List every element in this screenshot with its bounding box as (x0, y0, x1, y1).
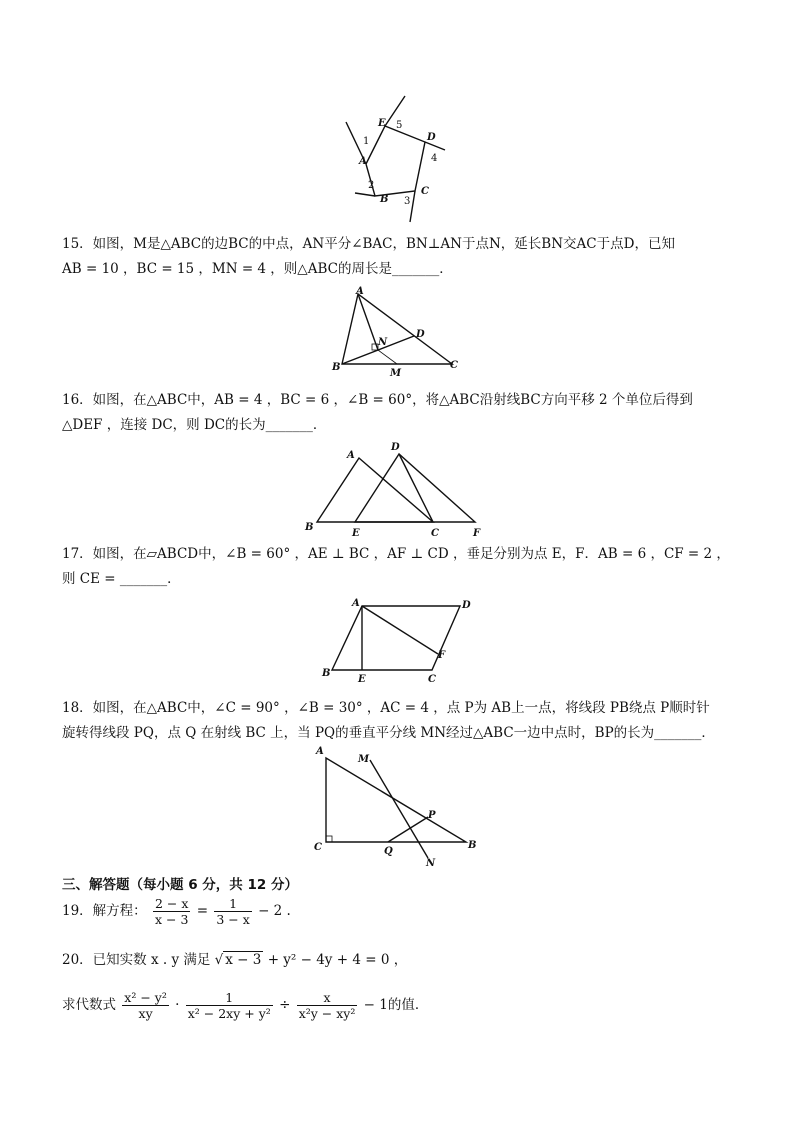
q19-rhs-num: 1 (214, 896, 251, 912)
q19-prefix: 19．解方程： (62, 903, 147, 919)
label-A: A (352, 598, 360, 609)
q20-fraction-1 (122, 990, 169, 1021)
q18-line1: 18．如图，在△ABC中，∠C = 90° ，∠B = 30° ，AC = 4 ，点 P为 AB上一点，将线段 PB绕点 P顺时针 (62, 700, 710, 716)
label-A: A (347, 450, 355, 461)
label-E: E (352, 528, 360, 539)
label-E: E (378, 118, 386, 129)
q20-f2-num: 1 (186, 990, 273, 1006)
label-N: N (426, 858, 436, 868)
q17-line1: 17．如图，在▱ABCD中，∠B = 60° ，AE ⊥ BC ，AF ⊥ CD ，垂足分别为点 E，F．AB = 6 ，CF = 2 ， (62, 546, 730, 562)
section-3-title: 三、解答题（每小题 6 分，共 12 分） (62, 877, 298, 893)
label-B: B (305, 522, 314, 533)
label-5: 5 (396, 120, 403, 131)
label-4: 4 (431, 153, 438, 164)
figure-18 (310, 746, 490, 868)
label-D: D (462, 600, 471, 611)
q20-f1-den: xy (138, 1006, 153, 1021)
label-B: B (468, 840, 477, 851)
question-20-condition (62, 948, 407, 968)
figure-16 (303, 438, 493, 540)
label-M: M (358, 754, 370, 765)
q20-ask-tail: − 1的值． (363, 997, 429, 1013)
q20-sqrt-body: x − 3 (225, 952, 262, 968)
label-3: 3 (404, 196, 411, 207)
label-D: D (391, 442, 400, 453)
q20-f1-num: x² − y² (124, 990, 167, 1005)
q16-line2: △DEF ，连接 DC，则 DC的长为_______． (62, 417, 327, 433)
q19-rhs-den: 3 − x (216, 912, 250, 927)
question-17 (62, 542, 742, 592)
q16-line1: 16．如图，在△ABC中，AB = 4 ，BC = 6 ，∠B = 60°，将△ABC沿射线BC方向平移 2 个单位后得到 (62, 392, 693, 408)
label-P: P (428, 810, 436, 821)
label-M: M (390, 368, 402, 378)
q19-lhs-fraction (153, 896, 190, 927)
label-C: C (314, 842, 322, 853)
q19-lhs-den: x − 3 (154, 912, 189, 927)
label-B: B (332, 362, 341, 373)
label-A: A (359, 156, 367, 167)
figure-15 (328, 286, 468, 378)
question-20-expression (62, 990, 428, 1021)
question-16 (62, 388, 742, 438)
label-C: C (428, 674, 436, 684)
q19-lhs-num: 2 − x (154, 896, 189, 911)
figure-17 (318, 596, 478, 684)
question-19 (62, 896, 291, 927)
q20-f3-den: x²y − xy² (298, 1006, 356, 1021)
q20-div: ÷ (279, 997, 291, 1013)
q19-rhs-fraction (214, 896, 251, 927)
q20-ask-prefix: 求代数式 (62, 997, 116, 1013)
label-B: B (380, 194, 389, 205)
label-D: D (427, 132, 436, 143)
q19-tail: − 2 . (258, 903, 291, 919)
q20-f2-den: x² − 2xy + y² (187, 1006, 271, 1021)
q15-line2: AB = 10 ，BC = 15 ，MN = 4 ，则△ABC的周长是_______． (62, 261, 453, 277)
question-18 (62, 696, 742, 746)
label-Q: Q (384, 846, 393, 857)
label-2: 2 (368, 180, 375, 191)
question-15 (62, 232, 742, 282)
label-N: N (378, 337, 388, 348)
label-D: D (416, 329, 425, 340)
label-F: F (473, 528, 481, 539)
q20-fraction-2 (186, 990, 273, 1021)
figure-pentagon (330, 90, 460, 230)
q20-dot: · (175, 997, 180, 1013)
label-C: C (450, 360, 458, 371)
label-B: B (322, 668, 331, 679)
label-C: C (421, 186, 429, 197)
q15-line1: 15．如图，M是△ABC的边BC的中点，AN平分∠BAC，BN⊥AN于点N，延长BN交AC于点D，已知 (62, 236, 675, 252)
q20-sqrt: √ x − 3 (214, 952, 262, 968)
q20-prefix: 20．已知实数 x . y 满足 (62, 952, 211, 968)
label-C: C (431, 528, 439, 539)
q19-eq: = (196, 903, 209, 919)
label-A: A (356, 286, 364, 297)
label-F: F (438, 650, 446, 661)
label-E: E (358, 674, 366, 684)
q20-cond-tail: + y² − 4y + 4 = 0 ， (267, 952, 408, 968)
q17-line2: 则 CE = _______． (62, 571, 181, 587)
q20-f3-num: x (297, 990, 358, 1006)
q20-fraction-3 (297, 990, 358, 1021)
q18-line2: 旋转得线段 PQ，点 Q 在射线 BC 上，当 PQ的垂直平分线 MN经过△ABC一边中点时，BP的长为_______． (62, 725, 715, 741)
label-1: 1 (363, 136, 370, 147)
label-A: A (316, 746, 324, 757)
